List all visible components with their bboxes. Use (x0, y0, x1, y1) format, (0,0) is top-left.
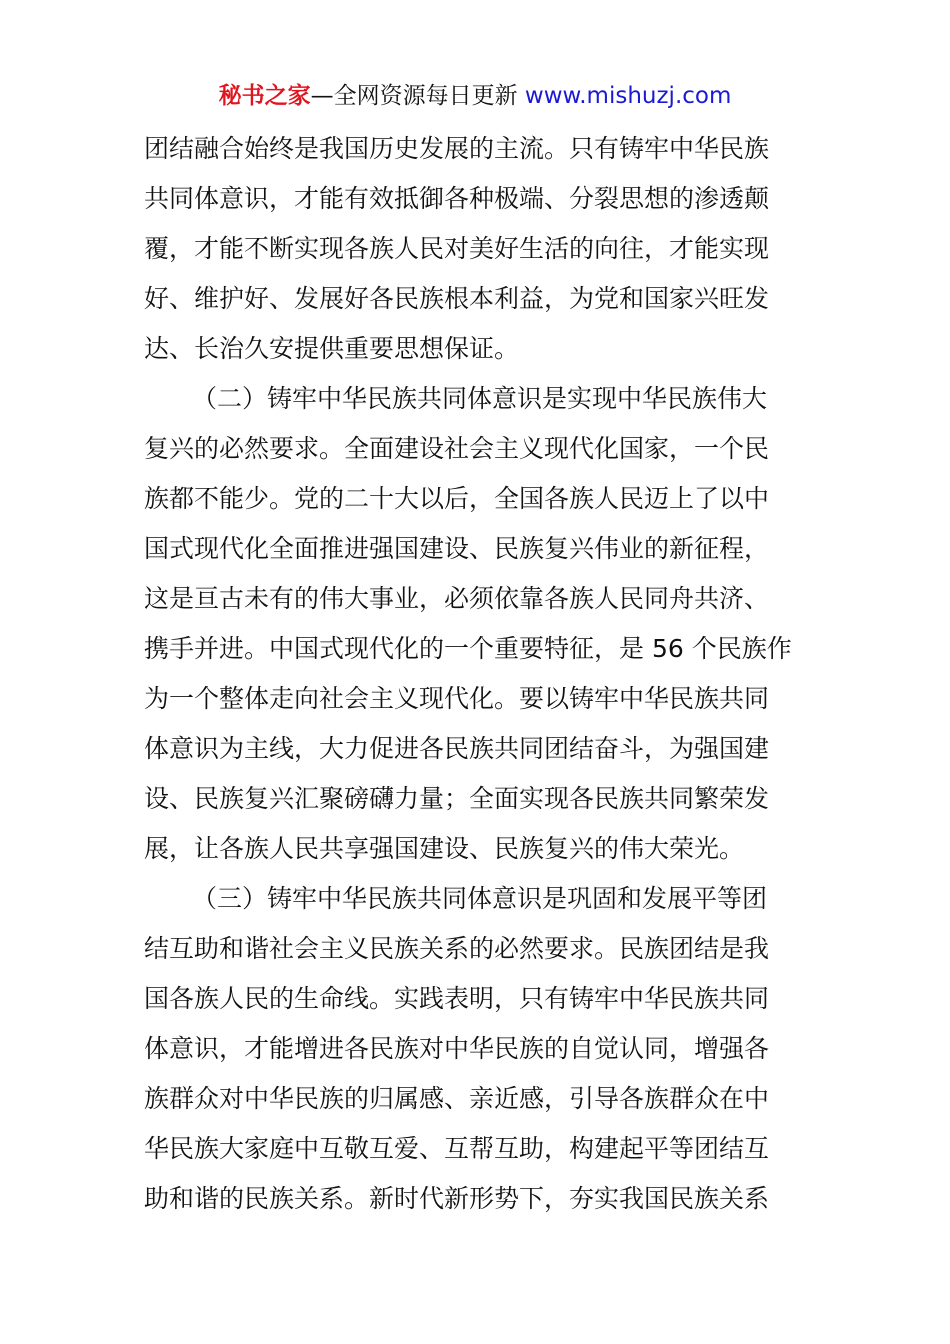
text-line: 为一个整体走向社会主义现代化。要以铸牢中华民族共同 (144, 684, 770, 713)
paragraph-3-start: （三）铸牢中华民族共同体意识是巩固和发展平等团 (192, 884, 768, 913)
text-line: 设、民族复兴汇聚磅礴力量；全面实现各民族共同繁荣发 (144, 784, 770, 813)
text-line: 助和谐的民族关系。新时代新形势下，夯实我国民族关系 (144, 1184, 770, 1213)
page-header (0, 80, 950, 112)
text-line: 达、长治久安提供重要思想保证。 (144, 334, 520, 363)
header-tagline: —全网资源每日更新 (310, 83, 525, 109)
text-line: 族群众对中华民族的归属感、亲近感，引导各族群众在中 (144, 1084, 770, 1113)
text-line: 共同体意识，才能有效抵御各种极端、分裂思想的渗透颠 (144, 184, 770, 213)
text-line: 族都不能少。党的二十大以后，全国各族人民迈上了以中 (144, 484, 770, 513)
text-line: 展，让各族人民共享强国建设、民族复兴的伟大荣光。 (144, 834, 745, 863)
paragraph-2-start: （二）铸牢中华民族共同体意识是实现中华民族伟大 (192, 384, 768, 413)
document-body (144, 124, 806, 1224)
text-line: 覆，才能不断实现各族人民对美好生活的向往，才能实现 (144, 234, 770, 263)
text-line: 结互助和谐社会主义民族关系的必然要求。民族团结是我 (144, 934, 770, 963)
text-line: 携手并进。中国式现代化的一个重要特征，是 56 个民族作 (144, 634, 792, 663)
text-line: 团结融合始终是我国历史发展的主流。只有铸牢中华民族 (144, 134, 770, 163)
text-line: 体意识为主线，大力促进各民族共同团结奋斗，为强国建 (144, 734, 770, 763)
text-line: 华民族大家庭中互敬互爱、互帮互助，构建起平等团结互 (144, 1134, 770, 1163)
brand-name: 秘书之家 (218, 83, 311, 109)
text-line: 国各族人民的生命线。实践表明，只有铸牢中华民族共同 (144, 984, 770, 1013)
text-line: 体意识，才能增进各民族对中华民族的自觉认同，增强各 (144, 1034, 770, 1063)
text-line: 国式现代化全面推进强国建设、民族复兴伟业的新征程， (144, 534, 770, 563)
text-line: 复兴的必然要求。全面建设社会主义现代化国家，一个民 (144, 434, 770, 463)
text-line: 这是亘古未有的伟大事业，必须依靠各族人民同舟共济、 (144, 584, 770, 613)
website-link[interactable]: www.mishuzj.com (524, 83, 732, 109)
text-line: 好、维护好、发展好各民族根本利益，为党和国家兴旺发 (144, 284, 770, 313)
